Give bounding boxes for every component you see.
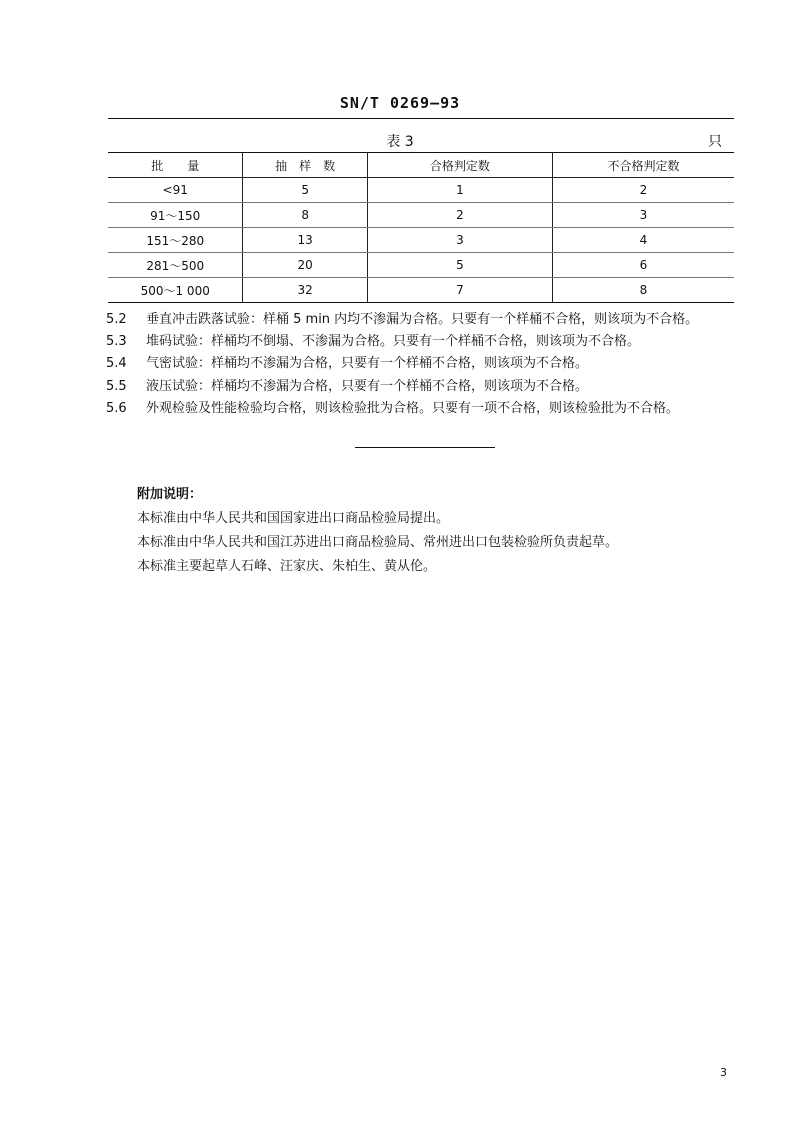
clause-list	[106, 309, 746, 420]
cell-lot-size: 151～280	[108, 228, 243, 253]
cell-sample-size: 5	[243, 178, 367, 203]
table-caption: 表 3	[386, 134, 414, 150]
clause-number: 5.4	[106, 356, 127, 372]
cell-sample-size: 13	[243, 228, 367, 253]
cell-sample-size: 20	[243, 253, 367, 278]
cell-lot-size: 500～1 000	[108, 278, 243, 303]
cell-sample-size: 8	[243, 203, 367, 228]
table-row	[108, 203, 734, 228]
clause-text: 液压试验：样桶均不渗漏为合格，只要有一个样桶不合格，则该项为不合格。	[146, 378, 589, 394]
notes-lines	[137, 507, 618, 579]
clause-number: 5.3	[106, 334, 127, 350]
clause-item	[106, 309, 746, 331]
notes-line: 本标准由中华人民共和国江苏进出口商品检验局、常州进出口包装检验所负责起草。	[137, 535, 619, 550]
clause-number: 5.2	[106, 312, 127, 327]
table-row	[108, 278, 734, 303]
notes-title: 附加说明：	[137, 487, 203, 502]
cell-reject-number: 8	[552, 278, 734, 303]
clause-number: 5.5	[106, 378, 127, 394]
table-unit: 只	[708, 134, 722, 150]
clause-item	[106, 398, 746, 420]
clause-text: 堆码试验：样桶均不倒塌、不渗漏为合格。只要有一个样桶不合格，则该项为不合格。	[146, 334, 641, 350]
cell-accept-number: 1	[367, 178, 552, 203]
cell-accept-number: 7	[367, 278, 552, 303]
clause-text: 垂直冲击跌落试验：样桶 5 min 内均不渗漏为合格。只要有一个样桶不合格，则该项为不合格。	[146, 312, 699, 327]
cell-lot-size: <91	[108, 178, 243, 203]
clause-item	[106, 331, 746, 353]
page-number: 3	[720, 1066, 727, 1079]
cell-accept-number: 5	[367, 253, 552, 278]
column-header-reject-number: 不合格判定数	[552, 153, 734, 178]
table-row	[108, 178, 734, 203]
clause-text: 气密试验：样桶均不渗漏为合格，只要有一个样桶不合格，则该项为不合格。	[146, 356, 589, 372]
cell-reject-number: 4	[552, 228, 734, 253]
header-rule	[108, 118, 734, 119]
sampling-table	[108, 152, 734, 303]
column-header-lot-size: 批 量	[108, 153, 243, 178]
cell-reject-number: 6	[552, 253, 734, 278]
notes-line: 本标准主要起草人石峰、汪家庆、朱柏生、黄从伦。	[137, 559, 437, 574]
notes-line: 本标准由中华人民共和国国家进出口商品检验局提出。	[137, 511, 450, 526]
clause-item	[106, 353, 746, 375]
cell-reject-number: 2	[552, 178, 734, 203]
column-header-accept-number: 合格判定数	[367, 153, 552, 178]
cell-accept-number: 3	[367, 228, 552, 253]
additional-notes	[137, 483, 618, 579]
table-row	[108, 253, 734, 278]
cell-lot-size: 281～500	[108, 253, 243, 278]
cell-reject-number: 3	[552, 203, 734, 228]
cell-sample-size: 32	[243, 278, 367, 303]
table-header-row	[108, 153, 734, 178]
standard-code: SN/T 0269—93	[339, 94, 461, 112]
end-of-text-rule	[355, 447, 495, 448]
cell-accept-number: 2	[367, 203, 552, 228]
clause-number: 5.6	[106, 400, 127, 416]
clause-item	[106, 376, 746, 398]
clause-text: 外观检验及性能检验均合格，则该检验批为合格。只要有一项不合格，则该检验批为不合格。	[146, 400, 680, 416]
column-header-sample-size: 抽 样 数	[243, 153, 367, 178]
table-row	[108, 228, 734, 253]
cell-lot-size: 91～150	[108, 203, 243, 228]
